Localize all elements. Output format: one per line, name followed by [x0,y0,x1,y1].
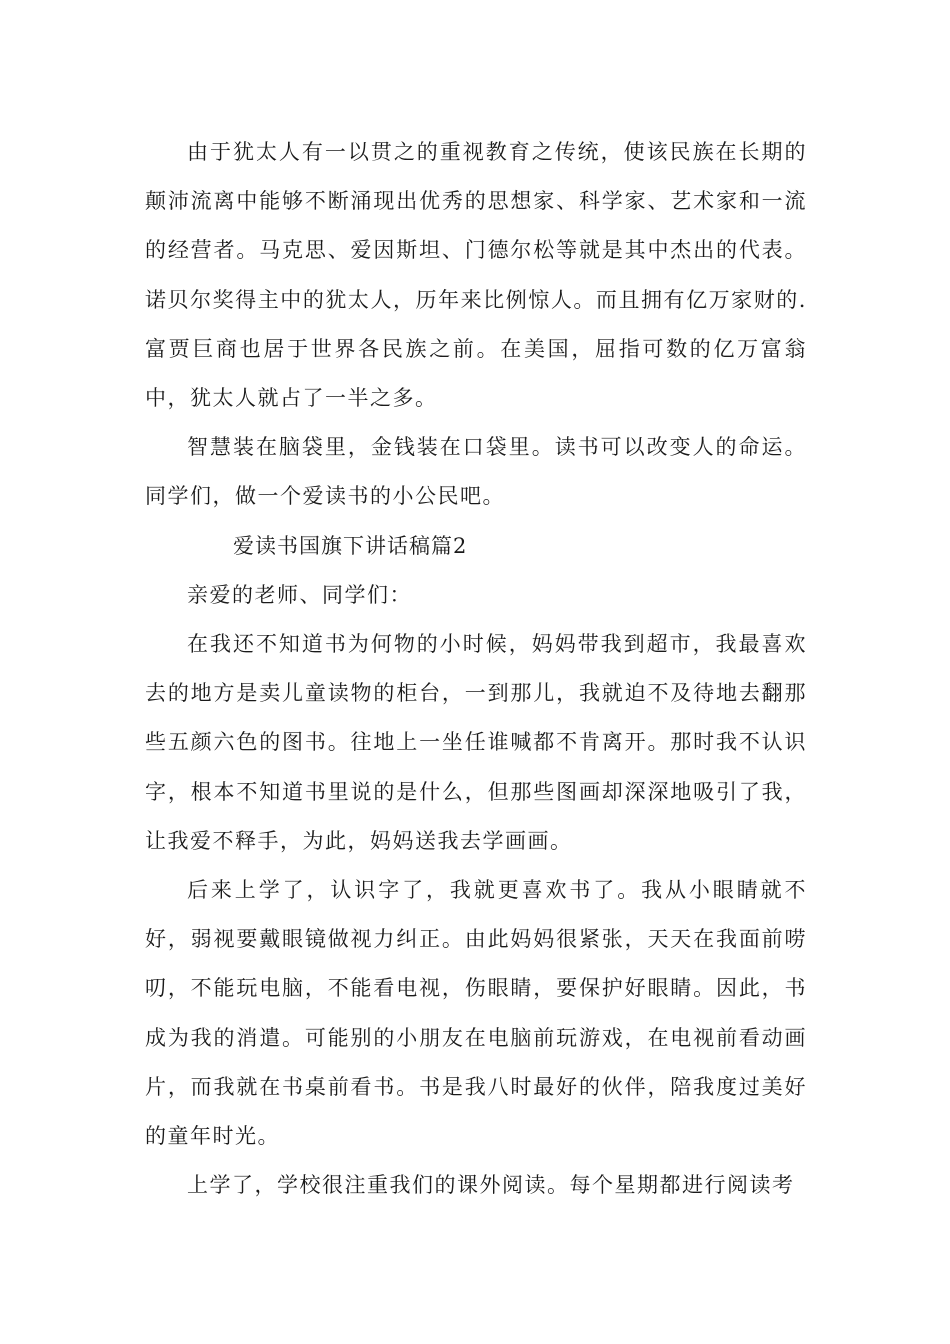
paragraph-wisdom: 智慧装在脑袋里，金钱装在口袋里。读书可以改变人的命运。同学们，做一个爱读书的小公民吧。 [145,435,807,509]
paragraph-childhood: 在我还不知道书为何物的小时候，妈妈带我到超市，我最喜欢去的地方是卖儿童读物的柜台，一到那儿，我就迫不及待地去翻那些五颜六色的图书。往地上一坐任谁喊都不肯离开。那时我不认识字，根本不知道书里说的是什么，但那些图画却深深地吸引了我，让我爱不释手，为此，妈妈送我去学画画。 [145,632,807,853]
paragraph-school-reading: 上学了，学校很注重我们的课外阅读。每个星期都进行阅读考 [187,1173,795,1198]
paragraph-greeting: 亲爱的老师、同学们： [187,582,412,607]
paragraph-school-eyesight: 后来上学了，认识字了，我就更喜欢书了。我从小眼睛就不好，弱视要戴眼镜做视力纠正。由此妈妈很紧张，天天在我面前唠叨，不能玩电脑，不能看电视，伤眼睛，要保护好眼睛。因此，书成为我的消遣。可能别的小朋友在电脑前玩游戏，在电视前看动画片，而我就在书桌前看书。书是我八时最好的伙伴，陪我度过美好的童年时光。 [145,878,807,1149]
paragraph-jewish-education: 由于犹太人有一以贯之的重视教育之传统，使该民族在长期的颠沛流离中能够不断涌现出优秀的思想家、科学家、艺术家和一流的经营者。马克思、爱因斯坦、门德尔松等就是其中杰出的代表。诺贝尔奖得主中的犹太人，历年来比例惊人。而且拥有亿万家财的.富贾巨商也居于世界各民族之前。在美国，屈指可数的亿万富翁中，犹太人就占了一半之多。 [145,140,807,411]
section-heading: 爱读书国旗下讲话稿篇2 [233,533,468,558]
document-body [145,128,807,1210]
